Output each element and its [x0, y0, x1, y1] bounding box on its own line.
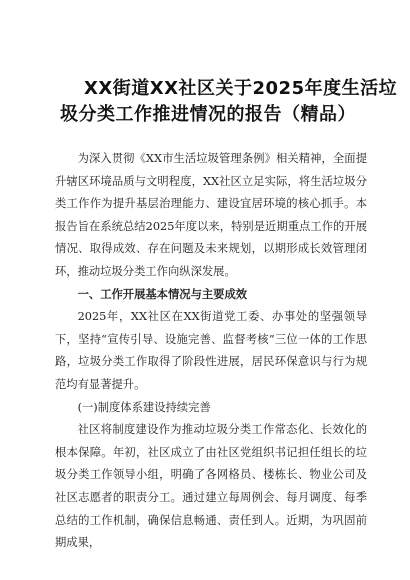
subsection-heading-1: (一)制度体系建设持续完善	[77, 400, 211, 414]
subsection-1-paragraph: 社区将制度建设作为推动垃圾分类工作常态化、长效化的根本保障。年初，社区成立了由社区党组织书记担任组长的垃圾分类工作领导小组，明确了各网格员、楼栋长、物业公司及社区志愿者的职责分工。通过建立每周例会、每月调度、每季总结的工作机制，确保信息畅通、责任到人。近期，为巩固前期成果，	[55, 423, 367, 550]
section-heading-1: 一、工作开展基本情况与主要成效	[77, 287, 248, 301]
document-body	[55, 148, 367, 555]
section-1-paragraph: 2025年，XX社区在XX街道党工委、办事处的坚强领导下，坚持“宣传引导、设施完善、监督考核”三位一体的工作思路，垃圾分类工作取得了阶段性进展，居民环保意识与行为规范均有显著提升。	[55, 310, 367, 391]
intro-paragraph: 为深入贯彻《XX市生活垃圾管理条例》相关精神，全面提升辖区环境品质与文明程度，XX社区立足实际，将生活垃圾分类工作作为提升基层治理能力、建设宜居环境的核心抓手。本报告旨在系统总结2025年度以来，特别是近期重点工作的开展情况、取得成效、存在问题及未来规划，以期形成长效管理闭环，推动垃圾分类工作向纵深发展。	[55, 152, 367, 278]
title-line-1: XX街道XX社区关于2025年度生活垃	[84, 78, 398, 99]
document-title	[60, 76, 398, 128]
title-line-2: 圾分类工作推进情况的报告（精品）	[60, 104, 356, 125]
